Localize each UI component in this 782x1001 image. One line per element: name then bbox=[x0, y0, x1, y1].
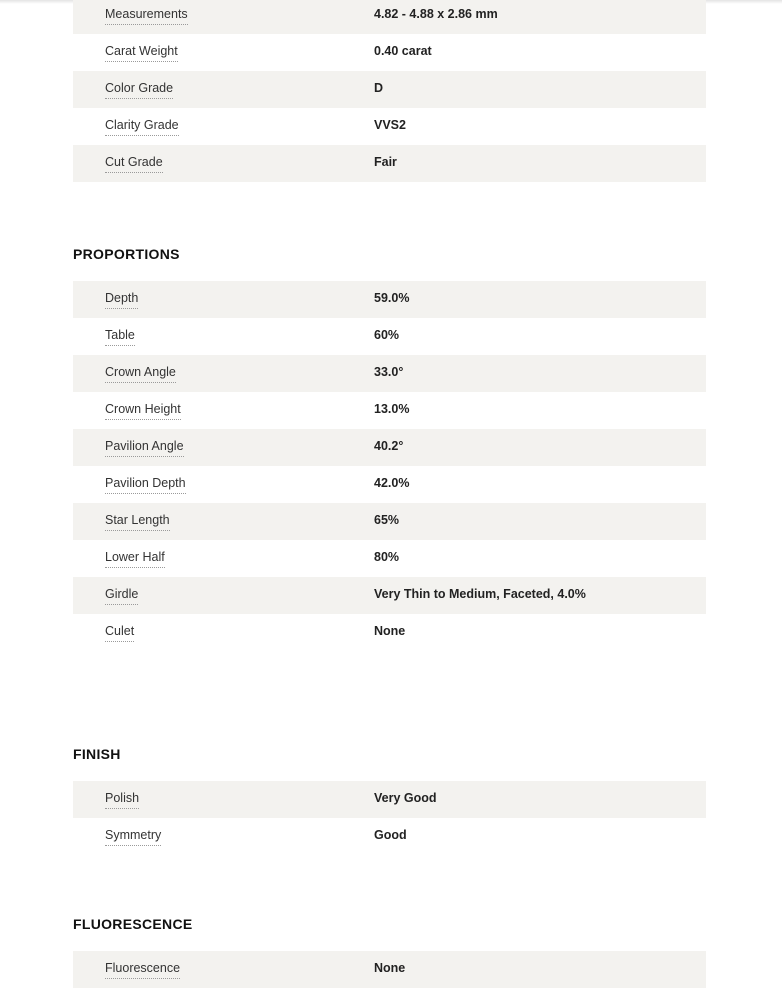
row-label[interactable]: Star Length bbox=[105, 513, 170, 531]
table-row bbox=[73, 466, 706, 503]
row-label[interactable]: Crown Angle bbox=[105, 365, 176, 383]
finish-table bbox=[73, 781, 706, 855]
fluorescence-table bbox=[73, 951, 706, 988]
table-row bbox=[73, 145, 706, 182]
row-label[interactable]: Color Grade bbox=[105, 81, 173, 99]
row-value: 80% bbox=[374, 550, 400, 564]
table-row bbox=[73, 429, 706, 466]
table-row bbox=[73, 355, 706, 392]
section-title: FLUORESCENCE bbox=[73, 916, 193, 932]
row-label[interactable]: Carat Weight bbox=[105, 44, 178, 62]
row-label[interactable]: Measurements bbox=[105, 7, 188, 25]
table-row bbox=[73, 108, 706, 145]
row-value: 65% bbox=[374, 513, 400, 527]
table-row bbox=[73, 540, 706, 577]
row-value: 33.0° bbox=[374, 365, 404, 379]
row-value: 59.0% bbox=[374, 291, 410, 305]
row-value: 4.82 - 4.88 x 2.86 mm bbox=[374, 7, 498, 21]
table-row bbox=[73, 34, 706, 71]
finish-section bbox=[73, 744, 706, 855]
row-label[interactable]: Crown Height bbox=[105, 402, 181, 420]
row-label[interactable]: Polish bbox=[105, 791, 139, 809]
row-value: 13.0% bbox=[374, 402, 410, 416]
row-label[interactable]: Depth bbox=[105, 291, 138, 309]
row-label[interactable]: Clarity Grade bbox=[105, 118, 179, 136]
proportions-table bbox=[73, 281, 706, 651]
row-value: VVS2 bbox=[374, 118, 406, 132]
table-row bbox=[73, 392, 706, 429]
row-label[interactable]: Culet bbox=[105, 624, 134, 642]
table-row bbox=[73, 614, 706, 651]
row-value: Good bbox=[374, 828, 407, 842]
table-row bbox=[73, 951, 706, 988]
section-title: PROPORTIONS bbox=[73, 246, 180, 262]
row-label[interactable]: Lower Half bbox=[105, 550, 165, 568]
table-row bbox=[73, 281, 706, 318]
row-value: 0.40 carat bbox=[374, 44, 432, 58]
section-title: FINISH bbox=[73, 746, 121, 762]
table-row bbox=[73, 318, 706, 355]
row-value: 60% bbox=[374, 328, 400, 342]
grading-results-section bbox=[73, 0, 706, 182]
row-value: 40.2° bbox=[374, 439, 404, 453]
table-row bbox=[73, 503, 706, 540]
grading-results-table bbox=[73, 0, 706, 182]
fluorescence-section bbox=[73, 914, 706, 988]
row-label[interactable]: Fluorescence bbox=[105, 961, 180, 979]
row-label[interactable]: Pavilion Angle bbox=[105, 439, 184, 457]
row-label[interactable]: Table bbox=[105, 328, 135, 346]
row-value: Very Thin to Medium, Faceted, 4.0% bbox=[374, 587, 586, 601]
row-value: Fair bbox=[374, 155, 397, 169]
table-row bbox=[73, 0, 706, 34]
table-row bbox=[73, 818, 706, 855]
row-value: None bbox=[374, 961, 406, 975]
row-label[interactable]: Cut Grade bbox=[105, 155, 163, 173]
row-value: 42.0% bbox=[374, 476, 410, 490]
row-value: None bbox=[374, 624, 406, 638]
table-row bbox=[73, 577, 706, 614]
row-label[interactable]: Symmetry bbox=[105, 828, 161, 846]
table-row bbox=[73, 71, 706, 108]
proportions-section bbox=[73, 244, 706, 651]
row-label[interactable]: Girdle bbox=[105, 587, 138, 605]
row-value: D bbox=[374, 81, 384, 95]
row-label[interactable]: Pavilion Depth bbox=[105, 476, 186, 494]
row-value: Very Good bbox=[374, 791, 437, 805]
table-row bbox=[73, 781, 706, 818]
